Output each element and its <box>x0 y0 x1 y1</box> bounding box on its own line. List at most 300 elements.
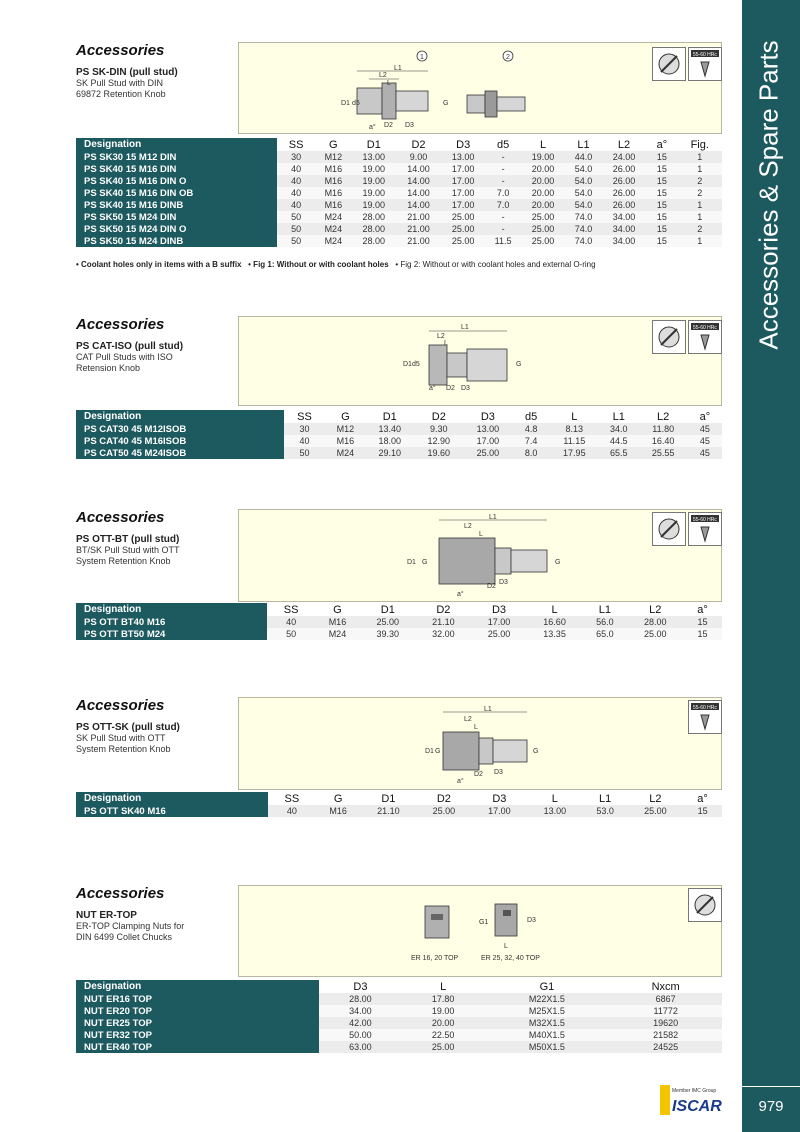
value-cell: M24 <box>315 628 360 640</box>
table-row <box>76 805 722 817</box>
pull-stud-drawing <box>239 43 721 133</box>
designation-cell: PS SK40 15 M16 DINB <box>76 199 277 211</box>
designation-cell: PS OTT SK40 M16 <box>76 805 268 817</box>
value-cell: 17.95 <box>550 447 599 459</box>
svg-text:G1: G1 <box>479 919 489 926</box>
value-cell: 65.0 <box>582 628 627 640</box>
col-header: D3 <box>319 980 402 993</box>
value-cell: 40 <box>277 199 315 211</box>
value-cell: 40 <box>277 187 315 199</box>
col-header: D3 <box>463 410 512 423</box>
svg-text:L: L <box>474 724 478 731</box>
value-cell: 2 <box>678 223 722 235</box>
value-cell: 25.00 <box>628 805 684 817</box>
value-cell: 17.80 <box>402 993 485 1005</box>
value-cell: 19.00 <box>351 187 396 199</box>
value-cell: 17.00 <box>441 199 486 211</box>
technical-drawing <box>238 316 722 406</box>
value-cell: 1 <box>678 235 722 247</box>
fig-label: 1 <box>420 54 424 61</box>
col-header: Nxcm <box>609 980 722 993</box>
designation-cell: PS OTT BT40 M16 <box>76 616 267 628</box>
spec-table <box>76 792 722 817</box>
product-desc-line: SK Pull Stud with OTT <box>76 733 166 743</box>
value-cell: 25.00 <box>471 628 527 640</box>
value-cell: 50 <box>267 628 315 640</box>
table-row <box>76 1017 722 1029</box>
value-cell: 30 <box>277 151 315 163</box>
product-desc-line: DIN 6499 Collet Chucks <box>76 932 173 942</box>
col-header: G1 <box>485 980 610 993</box>
col-header: L1 <box>583 792 628 805</box>
value-cell: 17.00 <box>441 163 486 175</box>
lubricate-icon <box>652 47 686 81</box>
value-cell: 20.00 <box>521 163 566 175</box>
value-cell: 13.35 <box>527 628 583 640</box>
value-cell: 15 <box>646 151 677 163</box>
value-cell: M16 <box>315 163 351 175</box>
value-cell: 14.00 <box>396 187 441 199</box>
col-header: Designation <box>76 410 284 423</box>
value-cell: 4.8 <box>512 423 549 435</box>
value-cell: 34.00 <box>602 211 647 223</box>
col-header: L <box>527 792 583 805</box>
designation-cell: PS SK50 15 M24 DIN <box>76 211 277 223</box>
value-cell: 26.00 <box>602 175 647 187</box>
value-cell: 32.00 <box>416 628 472 640</box>
note: • Fig 1: Without or with coolant holes <box>248 260 389 269</box>
value-cell: 9.30 <box>414 423 463 435</box>
svg-text:D3: D3 <box>405 122 414 129</box>
value-cell: 21.10 <box>416 616 472 628</box>
value-cell: 15 <box>646 235 677 247</box>
svg-text:D1: D1 <box>407 559 416 566</box>
value-cell: 14.00 <box>396 199 441 211</box>
value-cell: M32X1.5 <box>485 1017 610 1029</box>
designation-cell: NUT ER32 TOP <box>76 1029 319 1041</box>
svg-text:55-60 HRc: 55-60 HRc <box>693 517 717 523</box>
svg-text:a°: a° <box>457 591 464 598</box>
col-header: L1 <box>582 603 627 616</box>
svg-text:D3: D3 <box>527 917 536 924</box>
svg-text:D1: D1 <box>341 100 350 107</box>
value-cell: 25.55 <box>639 447 688 459</box>
spec-table <box>76 138 722 247</box>
product-desc-line: ER-TOP Clamping Nuts for <box>76 921 185 931</box>
value-cell: - <box>486 151 521 163</box>
value-cell: 15 <box>683 805 722 817</box>
col-header: L1 <box>565 138 601 151</box>
value-cell: 40 <box>277 163 315 175</box>
value-cell: M16 <box>315 616 360 628</box>
value-cell: 13.00 <box>463 423 512 435</box>
col-header: SS <box>267 603 315 616</box>
table-row <box>76 1029 722 1041</box>
designation-cell: NUT ER16 TOP <box>76 993 319 1005</box>
value-cell: 45 <box>688 423 722 435</box>
note: • Coolant holes only in items with a B suffix <box>76 260 242 269</box>
col-header: G <box>315 603 360 616</box>
value-cell: 65.5 <box>599 447 639 459</box>
technical-drawing <box>238 42 722 134</box>
svg-text:L1: L1 <box>394 65 402 72</box>
value-cell: 20.00 <box>521 175 566 187</box>
value-cell: 40 <box>277 175 315 187</box>
table-row <box>76 235 722 247</box>
svg-text:a°: a° <box>457 778 464 785</box>
table-row <box>76 151 722 163</box>
value-cell: 14.00 <box>396 163 441 175</box>
value-cell: 34.00 <box>319 1005 402 1017</box>
table-notes <box>76 260 596 269</box>
svg-text:L1: L1 <box>461 324 469 331</box>
value-cell: 40 <box>267 616 315 628</box>
value-cell: 7.0 <box>486 187 521 199</box>
svg-text:D1: D1 <box>403 361 412 368</box>
svg-text:d5: d5 <box>412 361 420 368</box>
value-cell: 45 <box>688 435 722 447</box>
svg-text:a°: a° <box>429 385 436 392</box>
value-cell: 25.00 <box>402 1041 485 1053</box>
svg-text:G: G <box>516 361 522 368</box>
value-cell: 50 <box>284 447 326 459</box>
table-row <box>76 616 722 628</box>
value-cell: 25.00 <box>463 447 512 459</box>
product-desc-line: Retension Knob <box>76 363 141 373</box>
designation-cell: PS SK40 15 M16 DIN OB <box>76 187 277 199</box>
value-cell: 44.0 <box>565 151 601 163</box>
value-cell: 53.0 <box>583 805 628 817</box>
table-row <box>76 223 722 235</box>
col-header: L2 <box>628 792 684 805</box>
table-row <box>76 187 722 199</box>
value-cell: 50.00 <box>319 1029 402 1041</box>
col-header: G <box>325 410 365 423</box>
value-cell: 20.00 <box>402 1017 485 1029</box>
col-header: L <box>527 603 583 616</box>
sidebar-title: Accessories & Spare Parts <box>753 40 784 350</box>
brand-name: ISCAR <box>672 1098 722 1115</box>
value-cell: 74.0 <box>565 223 601 235</box>
value-cell: 16.40 <box>639 435 688 447</box>
value-cell: 1 <box>678 211 722 223</box>
product-desc-line: BT/SK Pull Stud with OTT <box>76 545 180 555</box>
value-cell: 28.00 <box>627 616 683 628</box>
value-cell: 12.90 <box>414 435 463 447</box>
value-cell: - <box>486 163 521 175</box>
section-heading: Accessories <box>76 42 165 59</box>
value-cell: 15 <box>646 175 677 187</box>
value-cell: 24.00 <box>602 151 647 163</box>
col-header: D3 <box>472 792 528 805</box>
technical-drawing <box>238 509 722 602</box>
section-heading: Accessories <box>76 509 165 526</box>
value-cell: 25.00 <box>441 211 486 223</box>
value-cell: M24 <box>315 223 351 235</box>
section-heading: Accessories <box>76 316 165 333</box>
value-cell: 25.00 <box>360 616 416 628</box>
col-header: L2 <box>627 603 683 616</box>
col-header: Designation <box>76 980 319 993</box>
svg-text:G: G <box>422 559 428 566</box>
svg-text:L: L <box>444 340 448 347</box>
table-header-row <box>76 792 722 805</box>
table-row <box>76 175 722 187</box>
svg-text:G: G <box>533 748 539 755</box>
value-cell: 11.15 <box>550 435 599 447</box>
value-cell: M24 <box>325 447 365 459</box>
value-cell: M25X1.5 <box>485 1005 610 1017</box>
product-name: PS OTT-SK (pull stud) <box>76 722 180 733</box>
svg-text:G: G <box>443 100 449 107</box>
value-cell: 17.00 <box>463 435 512 447</box>
value-cell: 21582 <box>609 1029 722 1041</box>
product-desc-line: CAT Pull Studs with ISO <box>76 352 173 362</box>
svg-text:L2: L2 <box>464 716 472 723</box>
product-desc-line: 69872 Retention Knob <box>76 89 166 99</box>
col-header: D1 <box>351 138 396 151</box>
value-cell: 34.00 <box>602 223 647 235</box>
value-cell: 28.00 <box>351 223 396 235</box>
designation-cell: NUT ER40 TOP <box>76 1041 319 1053</box>
page-number: 979 <box>742 1086 800 1126</box>
svg-text:D2: D2 <box>487 583 496 590</box>
value-cell: 15 <box>646 223 677 235</box>
value-cell: 19.00 <box>402 1005 485 1017</box>
svg-text:D3: D3 <box>499 579 508 586</box>
value-cell: 25.00 <box>627 628 683 640</box>
col-header: L2 <box>639 410 688 423</box>
value-cell: 45 <box>688 447 722 459</box>
value-cell: 13.00 <box>527 805 583 817</box>
value-cell: 15 <box>683 628 722 640</box>
brand-logo <box>660 1085 740 1115</box>
table-row <box>76 163 722 175</box>
designation-cell: NUT ER20 TOP <box>76 1005 319 1017</box>
svg-text:L2: L2 <box>379 72 387 79</box>
product-name: PS OTT-BT (pull stud) <box>76 534 180 545</box>
value-cell: 39.30 <box>360 628 416 640</box>
table-header-row <box>76 980 722 993</box>
col-header: D2 <box>416 603 472 616</box>
col-header: D1 <box>361 792 417 805</box>
value-cell: 26.00 <box>602 163 647 175</box>
svg-text:D3: D3 <box>461 385 470 392</box>
table-row <box>76 211 722 223</box>
lubricate-icon <box>688 888 722 922</box>
col-header: D3 <box>471 603 527 616</box>
value-cell: 6867 <box>609 993 722 1005</box>
value-cell: 28.00 <box>351 235 396 247</box>
value-cell: 2 <box>678 187 722 199</box>
svg-text:55-60 HRc: 55-60 HRc <box>693 705 717 711</box>
hardness-icon <box>688 700 722 734</box>
col-header: SS <box>284 410 326 423</box>
svg-text:D2: D2 <box>474 771 483 778</box>
table-row <box>76 628 722 640</box>
note: • Fig 2: Without or with coolant holes and external O-ring <box>395 260 596 269</box>
value-cell: 17.00 <box>441 187 486 199</box>
svg-text:L: L <box>387 80 391 87</box>
value-cell: 22.50 <box>402 1029 485 1041</box>
value-cell: M22X1.5 <box>485 993 610 1005</box>
value-cell: 29.10 <box>365 447 414 459</box>
value-cell: 21.00 <box>396 223 441 235</box>
value-cell: 15 <box>646 163 677 175</box>
designation-cell: PS OTT BT50 M24 <box>76 628 267 640</box>
value-cell: 13.40 <box>365 423 414 435</box>
product-desc-line: System Retention Knob <box>76 556 171 566</box>
designation-cell: PS SK40 15 M16 DIN O <box>76 175 277 187</box>
hardness-icon <box>688 47 722 81</box>
value-cell: 19.60 <box>414 447 463 459</box>
col-header: a° <box>646 138 677 151</box>
value-cell: 19.00 <box>351 175 396 187</box>
value-cell: 44.5 <box>599 435 639 447</box>
table-row <box>76 447 722 459</box>
value-cell: M16 <box>315 199 351 211</box>
designation-cell: PS CAT40 45 M16ISOB <box>76 435 284 447</box>
value-cell: 54.0 <box>565 187 601 199</box>
svg-text:L1: L1 <box>484 706 492 713</box>
value-cell: 21.00 <box>396 211 441 223</box>
value-cell: 25.00 <box>416 805 472 817</box>
value-cell: 28.00 <box>351 211 396 223</box>
table-row <box>76 1005 722 1017</box>
value-cell: M12 <box>315 151 351 163</box>
value-cell: 18.00 <box>365 435 414 447</box>
table-header-row <box>76 410 722 423</box>
value-cell: 74.0 <box>565 235 601 247</box>
value-cell: M16 <box>315 187 351 199</box>
designation-cell: PS SK50 15 M24 DIN O <box>76 223 277 235</box>
section-heading: Accessories <box>76 885 165 902</box>
hardness-icon <box>688 320 722 354</box>
col-header: Designation <box>76 603 267 616</box>
col-header: Designation <box>76 792 268 805</box>
value-cell: 54.0 <box>565 199 601 211</box>
col-header: D3 <box>441 138 486 151</box>
value-cell: 1 <box>678 151 722 163</box>
value-cell: 63.00 <box>319 1041 402 1053</box>
pull-stud-drawing <box>239 510 721 601</box>
col-header: L <box>521 138 566 151</box>
value-cell: 40 <box>268 805 315 817</box>
product-name: PS CAT-ISO (pull stud) <box>76 341 184 352</box>
svg-text:d5: d5 <box>352 100 360 107</box>
value-cell: 17.00 <box>472 805 528 817</box>
value-cell: - <box>486 223 521 235</box>
svg-text:L: L <box>479 531 483 538</box>
value-cell: 20.00 <box>521 199 566 211</box>
product-desc-line: System Retention Knob <box>76 744 171 754</box>
value-cell: 50 <box>277 223 315 235</box>
value-cell: 25.00 <box>521 211 566 223</box>
col-header: G <box>316 792 361 805</box>
table-row <box>76 423 722 435</box>
col-header: D2 <box>414 410 463 423</box>
value-cell: M16 <box>316 805 361 817</box>
fig-label: 2 <box>506 54 510 61</box>
col-header: D2 <box>396 138 441 151</box>
designation-cell: PS CAT30 45 M12ISOB <box>76 423 284 435</box>
table-row <box>76 199 722 211</box>
col-header: D1 <box>360 603 416 616</box>
svg-text:G: G <box>435 748 441 755</box>
value-cell: 56.0 <box>582 616 627 628</box>
value-cell: M50X1.5 <box>485 1041 610 1053</box>
lubricate-icon <box>652 320 686 354</box>
col-header: d5 <box>512 410 549 423</box>
value-cell: 34.00 <box>602 235 647 247</box>
spec-table <box>76 980 722 1053</box>
product-name: NUT ER-TOP <box>76 910 137 921</box>
member-text: Member IMC Group <box>672 1088 717 1094</box>
svg-text:D2: D2 <box>384 122 393 129</box>
nut-drawing <box>239 886 721 976</box>
designation-cell: NUT ER25 TOP <box>76 1017 319 1029</box>
value-cell: 13.00 <box>441 151 486 163</box>
value-cell: 15 <box>683 616 722 628</box>
drawing-caption: ER 16, 20 TOP <box>411 955 459 962</box>
technical-drawing <box>238 885 722 977</box>
lubricate-icon <box>652 512 686 546</box>
value-cell: 19620 <box>609 1017 722 1029</box>
col-header: D1 <box>365 410 414 423</box>
value-cell: 8.13 <box>550 423 599 435</box>
value-cell: 25.00 <box>441 235 486 247</box>
technical-drawing <box>238 697 722 790</box>
value-cell: 25.00 <box>521 235 566 247</box>
value-cell: M24 <box>315 235 351 247</box>
table-row <box>76 1041 722 1053</box>
value-cell: 25.00 <box>521 223 566 235</box>
pull-stud-drawing <box>239 317 721 405</box>
value-cell: 15 <box>646 187 677 199</box>
value-cell: 2 <box>678 175 722 187</box>
value-cell: 9.00 <box>396 151 441 163</box>
value-cell: 17.00 <box>441 175 486 187</box>
svg-text:D1: D1 <box>425 748 434 755</box>
value-cell: M16 <box>315 175 351 187</box>
value-cell: 42.00 <box>319 1017 402 1029</box>
svg-text:D2: D2 <box>446 385 455 392</box>
table-header-row <box>76 138 722 151</box>
col-header: Fig. <box>678 138 722 151</box>
value-cell: 1 <box>678 199 722 211</box>
svg-text:a°: a° <box>369 124 376 131</box>
designation-cell: PS CAT50 45 M24ISOB <box>76 447 284 459</box>
table-row <box>76 993 722 1005</box>
value-cell: M16 <box>325 435 365 447</box>
drawing-caption: ER 25, 32, 40 TOP <box>481 955 540 962</box>
value-cell: 8.0 <box>512 447 549 459</box>
value-cell: 17.00 <box>471 616 527 628</box>
svg-text:D3: D3 <box>494 769 503 776</box>
col-header: D2 <box>416 792 472 805</box>
designation-cell: PS SK50 15 M24 DINB <box>76 235 277 247</box>
svg-text:55-60 HRc: 55-60 HRc <box>693 325 717 331</box>
value-cell: 26.00 <box>602 199 647 211</box>
value-cell: 28.00 <box>319 993 402 1005</box>
value-cell: 19.00 <box>351 163 396 175</box>
col-header: a° <box>683 792 722 805</box>
table-row <box>76 435 722 447</box>
value-cell: 13.00 <box>351 151 396 163</box>
col-header: a° <box>683 603 722 616</box>
value-cell: 21.10 <box>361 805 417 817</box>
value-cell: 7.0 <box>486 199 521 211</box>
